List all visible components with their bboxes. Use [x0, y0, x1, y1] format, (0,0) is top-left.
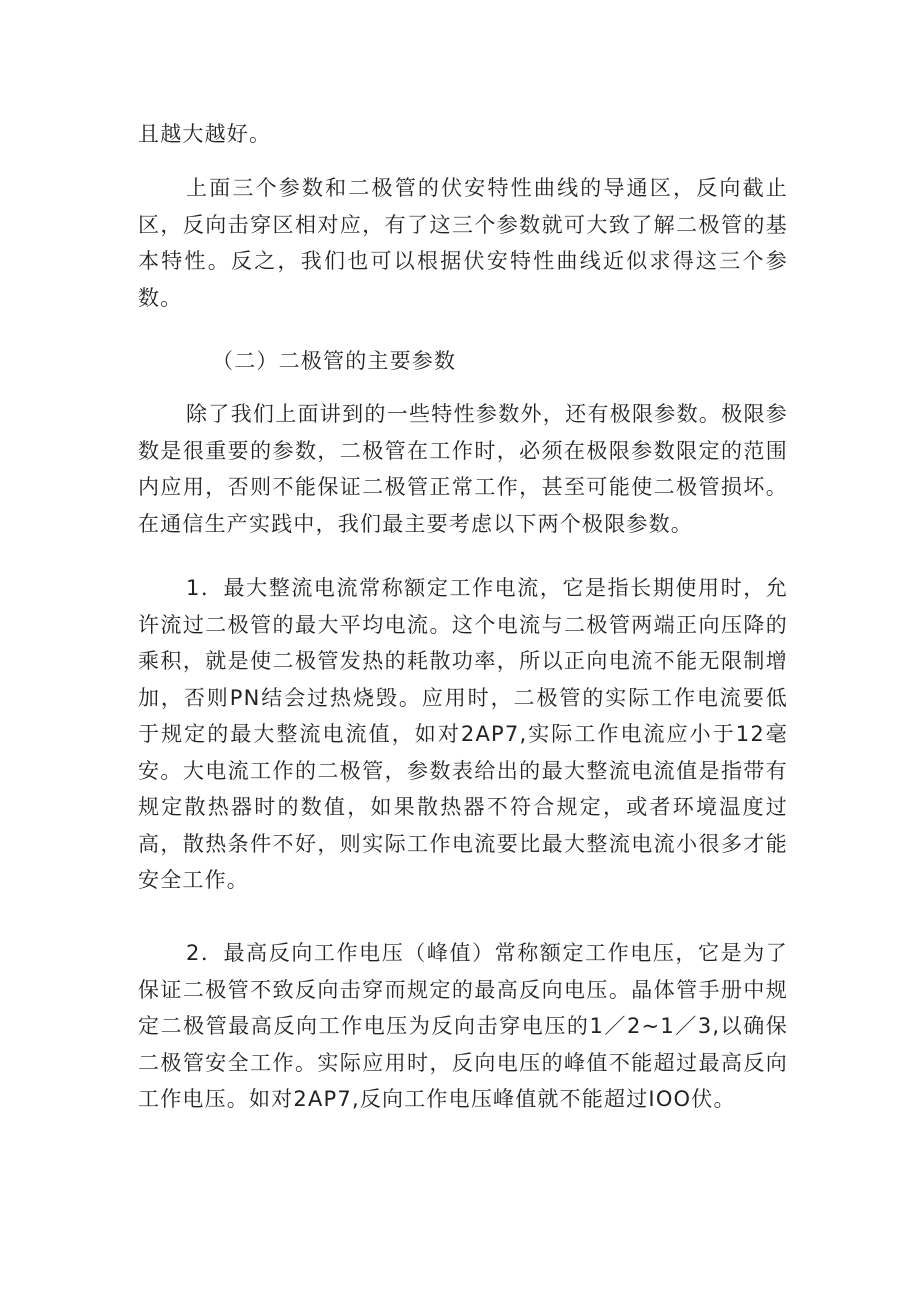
paragraph-max-voltage: 2．最高反向工作电压（峰值）常称额定工作电压，它是为了保证二极管不致反向击穿而规定的最高反向电压。晶体管手册中规定二极管最高反向工作电压为反向击穿电压的1／2~1／3,以确保二极管安全工作。实际应用时，反向电压的峰值不能超过最高反向工作电压。如对2AP7,反向工作电压峰值就不能超过IOO伏。	[138, 941, 788, 1111]
paragraph-max-current: 1．最大整流电流常称额定工作电流，它是指长期使用时，允许流过二极管的最大平均电流。这个电流与二极管两端正向压降的乘积，就是使二极管发热的耗散功率，所以正向电流不能无限制增加，否则PN结会过热烧毁。应用时，二极管的实际工作电流要低于规定的最大整流电流值，如对2AP7,实际工作电流应小于12毫安。大电流工作的二极管，参数表给出的最大整流电流值是指带有规定散热器时的数值，如果散热器不符合规定，或者环境温度过高，散热条件不好，则实际工作电流要比最大整流电流小很多才能安全工作。	[138, 576, 788, 892]
paragraph-continuation: 且越大越好。	[138, 122, 272, 146]
section-heading: （二）二极管的主要参数	[212, 349, 457, 373]
paragraph-limit-params: 除了我们上面讲到的一些特性参数外，还有极限参数。极限参数是很重要的参数，二极管在工作时，必须在极限参数限定的范围内应用，否则不能保证二极管正常工作，甚至可能使二极管损坏。在通信生产实践中，我们最主要考虑以下两个极限参数。	[138, 402, 788, 536]
paragraph-characteristics: 上面三个参数和二极管的伏安特性曲线的导通区，反向截止区，反向击穿区相对应，有了这三个参数就可大致了解二极管的基本特性。反之，我们也可以根据伏安特性曲线近似求得这三个参数。	[138, 176, 788, 310]
